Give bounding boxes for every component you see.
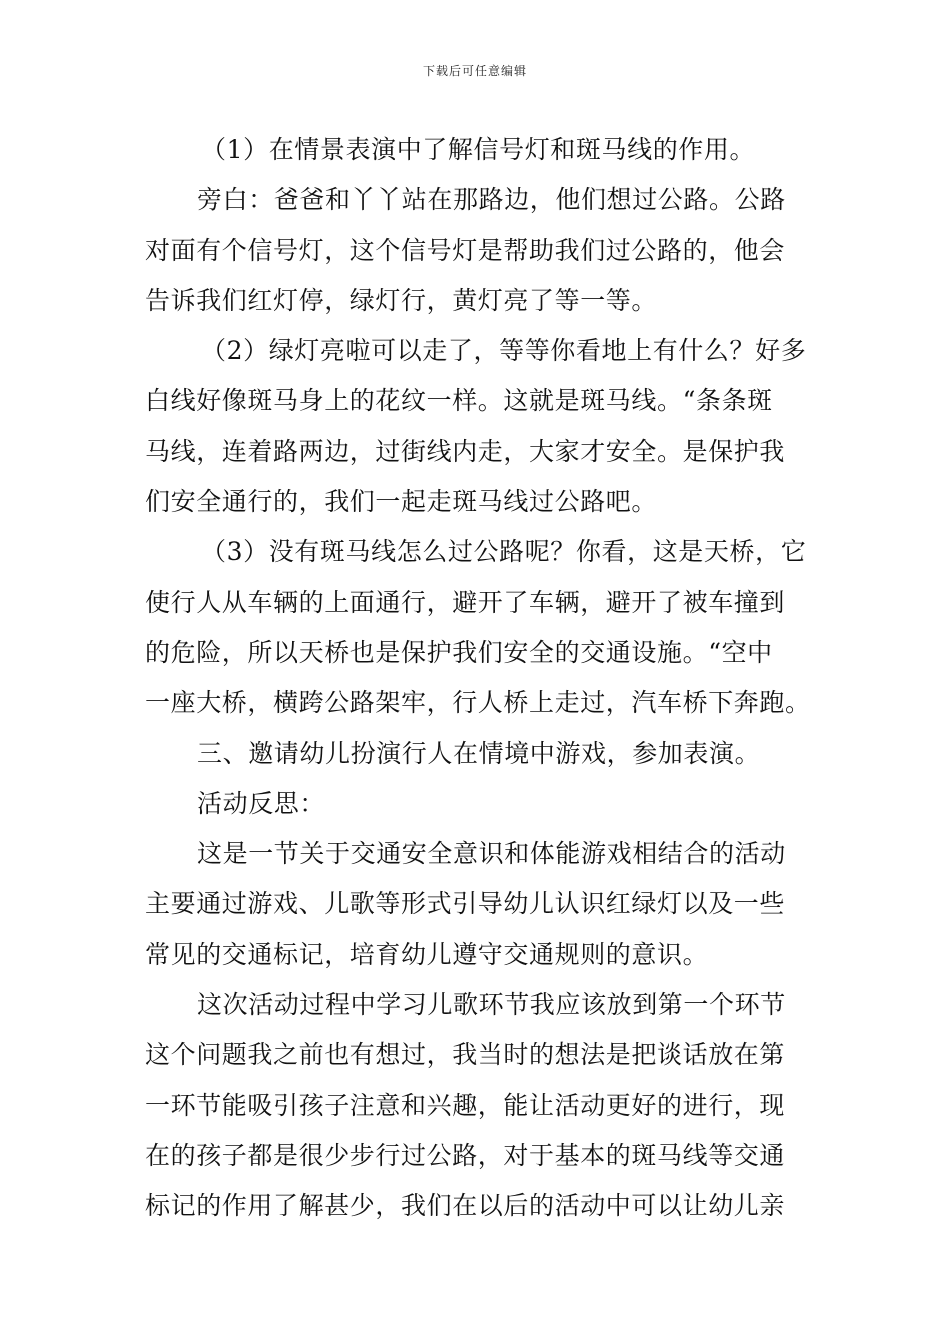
document-body <box>145 125 810 1232</box>
text-line: （1）在情景表演中了解信号灯和斑马线的作用。 <box>201 135 756 164</box>
text-line: 这是一节关于交通安全意识和体能游戏相结合的活动 <box>197 839 786 869</box>
text-line: 使行人从车辆的上面通行，避开了车辆，避开了被车撞到 <box>145 587 786 617</box>
text-line: 白线好像斑马身上的花纹一样。这就是斑马线。“条条斑 <box>145 386 773 416</box>
text-line: 的危险，所以天桥也是保护我们安全的交通设施。“空中 <box>145 637 773 667</box>
text-line: 这次活动过程中学习儿歌环节我应该放到第一个环节 <box>197 990 786 1020</box>
text-line: 主要通过游戏、儿歌等形式引导幼儿认识红绿灯以及一些 <box>145 889 786 919</box>
text-line: 告诉我们红灯停，绿灯行，黄灯亮了等一等。 <box>145 285 658 315</box>
text-line: 标记的作用了解甚少，我们在以后的活动中可以让幼儿亲 <box>145 1191 786 1221</box>
text-line: 常见的交通标记，培育幼儿遵守交通规则的意识。 <box>145 939 709 969</box>
text-line: 一环节能吸引孩子注意和兴趣，能让活动更好的进行，现 <box>145 1090 786 1120</box>
text-line: 对面有个信号灯，这个信号灯是帮助我们过公路的，他会 <box>145 235 786 265</box>
page-header: 下载后可任意编辑 <box>422 64 527 78</box>
text-line: 一座大桥，横跨公路架牢，行人桥上走过，汽车桥下奔跑。 <box>145 688 811 718</box>
text-line: 活动反思： <box>197 788 326 818</box>
text-line: 在的孩子都是很少步行过公路，对于基本的斑马线等交通 <box>145 1140 786 1170</box>
text-line: （3）没有斑马线怎么过公路呢？你看，这是天桥，它 <box>201 537 807 567</box>
text-line: （2）绿灯亮啦可以走了，等等你看地上有什么？好多 <box>201 336 807 366</box>
text-line: 马线，连着路两边，过街线内走，大家才安全。是保护我 <box>145 436 786 466</box>
text-line: 旁白：爸爸和丫丫站在那路边，他们想过公路。公路 <box>197 185 786 215</box>
text-line: 这个问题我之前也有想过，我当时的想法是把谈话放在第 <box>145 1040 786 1070</box>
text-line: 三、邀请幼儿扮演行人在情境中游戏，参加表演。 <box>197 738 761 768</box>
text-line: 们安全通行的，我们一起走斑马线过公路吧。 <box>145 487 658 517</box>
